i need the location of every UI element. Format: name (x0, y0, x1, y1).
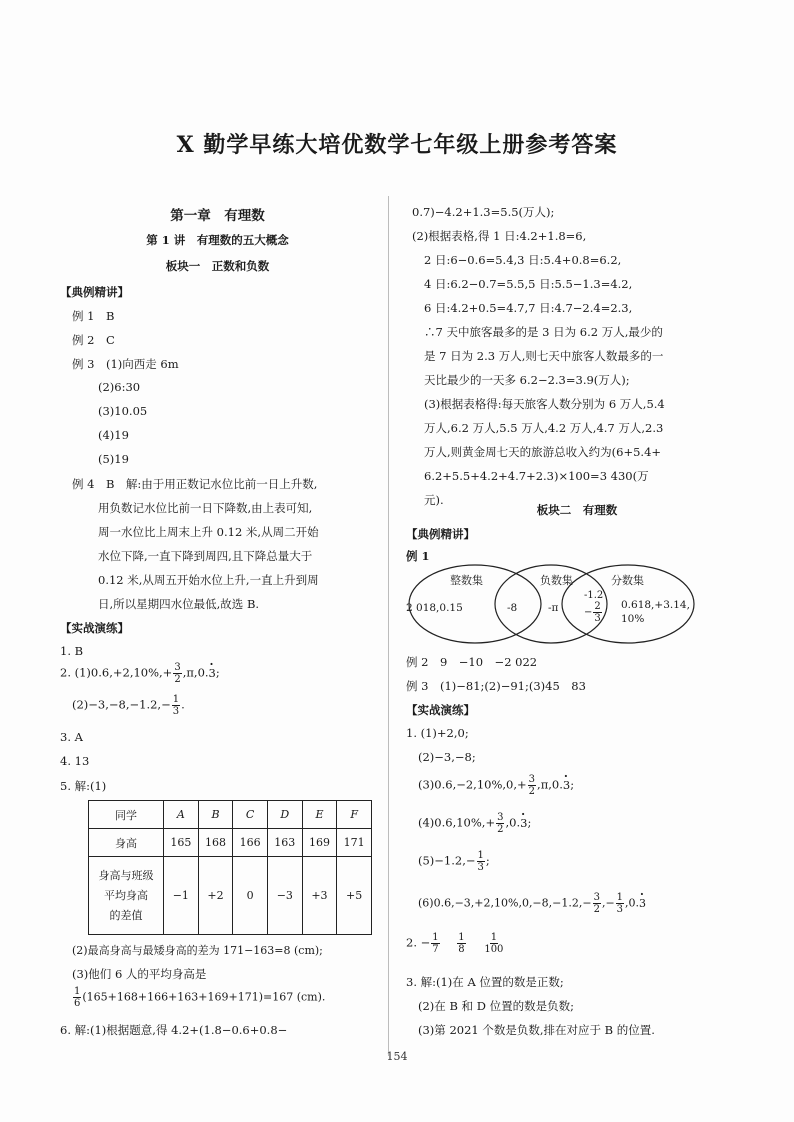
table-cell: 身高与班级 平均身高 的差值 (89, 857, 164, 935)
table-cell: B (198, 801, 233, 829)
venn-value-negative-fractions: -1.2 − $\frac{2}{3}$ (584, 590, 604, 624)
answer-line: 万人,6.2 万人,5.5 万人,4.2 万人,4.7 万人,2.3 (424, 421, 664, 435)
venn-value-negative-integers: -8 (507, 602, 518, 614)
section-label: 【实战演练】 (60, 621, 129, 635)
venn-value-fractions: 0.618,+3.14, 10% (621, 599, 690, 625)
answer-line: 1. (1)+2,0; (406, 726, 469, 740)
answer-line: 2. (1)0.6,+2,10%,+ $\frac{3}{2}$ ,π,0.3 ·; (60, 662, 220, 685)
answer-line: 3. 解:(1)在 A 位置的数是正数; (406, 975, 564, 989)
answer-line: 6.2+5.5+4.2+4.7+2.3)×100=3 430(万 (424, 469, 649, 483)
answer-line: (5)19 (98, 452, 129, 466)
answer-line: (4)0.6,10%,+ $\frac{3}{2}$ ,0.3 ·; (418, 812, 531, 835)
fraction: $\frac{3}{2}$ (174, 662, 181, 685)
answer-line: 水位下降,一直下降到周四,且下降总量大于 (98, 549, 313, 563)
section-label: 【典例精讲】 (406, 527, 475, 541)
column-divider (388, 196, 389, 1056)
table-cell: +3 (302, 857, 337, 935)
venn-label-negatives: 负数集 (540, 574, 573, 587)
table-cell: −3 (267, 857, 302, 935)
answer-line: 1. B (60, 644, 84, 658)
answer-line: 3. A (60, 730, 83, 744)
example-label: 例 1 (406, 549, 430, 563)
table-cell: 163 (267, 829, 302, 857)
answer-line: 4 日:6.2−0.7=5.5,5 日:5.5−1.3=4.2, (424, 277, 633, 291)
answer-line: (3)根据表格得:每天旅客人数分别为 6 万人,5.4 (424, 397, 665, 411)
answer-line: (5)−1.2,− $\frac{1}{3}$ ; (418, 850, 490, 873)
answer-line: 0.7)−4.2+1.3=5.5(万人); (412, 205, 555, 219)
answer-line: 元). (424, 493, 444, 507)
answer-line: 例 3 (1)−81;(2)−91;(3)45 83 (406, 679, 586, 693)
fraction: $\frac{1}{3}$ (172, 694, 180, 717)
answer-line: (2)−3,−8,−1.2,− $\frac{1}{3}$ . (72, 694, 185, 717)
answer-line: (2)最高身高与最矮身高的差为 171−163=8 (cm); (72, 944, 323, 957)
answer-line: 6. 解:(1)根据题意,得 4.2+(1.8−0.6+0.8− (60, 1023, 288, 1037)
section-label: 【实战演练】 (406, 703, 475, 717)
table-cell: C (233, 801, 268, 829)
fraction: $\frac{1}{3}$ (477, 850, 484, 873)
venn-value-negatives: -π (548, 602, 559, 614)
table-cell: +5 (337, 857, 372, 935)
answer-line: (2)6:30 (98, 380, 141, 394)
fraction: $\frac{3}{2}$ (593, 892, 600, 915)
table-cell: 169 (302, 829, 337, 857)
fraction: $\frac{1}{7}$ (432, 932, 439, 955)
table-cell: 0 (233, 857, 268, 935)
answer-line: (2)根据表格,得 1 日:4.2+1.8=6, (412, 229, 587, 243)
answer-line: 例 2 9 −10 −2 022 (406, 655, 538, 669)
answer-line: (2)−3,−8; (418, 750, 476, 764)
answer-line: 0.12 米,从周五开始水位上升,一直上升到周 (98, 573, 319, 587)
answer-line: 2 日:6−0.6=5.4,3 日:5.4+0.8=6.2, (424, 253, 622, 267)
block-heading: 板块一 正数和负数 (165, 259, 270, 273)
answer-line: 5. 解:(1) (60, 779, 107, 793)
fraction: $\frac{1}{8}$ (458, 932, 465, 955)
answer-line: ∴7 天中旅客最多的是 3 日为 6.2 万人,最少的 (424, 325, 663, 339)
table-row (89, 857, 372, 935)
table-cell: A (164, 801, 199, 829)
answer-line: 用负数记水位比前一日下降数,由上表可知, (98, 501, 313, 515)
table-cell: E (302, 801, 337, 829)
answer-line: 是 7 日为 2.3 万人,则七天中旅客人数最多的一 (424, 349, 664, 363)
table-cell: +2 (198, 857, 233, 935)
answer-line: 例 4 B 解:由于用正数记水位比前一日上升数, (72, 477, 318, 491)
table-cell: 同学 (89, 801, 164, 829)
fraction: $\frac{1}{6}$ (74, 986, 81, 1009)
answer-line: 周一水位比上周末上升 0.12 米,从周二开始 (98, 525, 319, 539)
page-number: 154 (386, 1050, 408, 1063)
fraction: $\frac{2}{3}$ (594, 601, 601, 624)
venn-label-integers: 整数集 (450, 574, 483, 587)
venn-value-integers: 2 018,0.15 (406, 602, 463, 614)
answer-line: (3)他们 6 人的平均身高是 (72, 967, 207, 981)
answer-line: 例 1 B (72, 309, 115, 323)
answer-line: 天比最少的一天多 6.2−2.3=3.9(万人); (424, 373, 630, 387)
answer-line: (2)在 B 和 D 位置的数是负数; (418, 999, 574, 1013)
answer-line: (6)0.6,−3,+2,10%,0,−8,−1.2,− $\frac{3}{2}$ ,− $\frac{1}{3}$ ,0.3 · (418, 892, 646, 915)
fraction: $\frac{1}{3}$ (616, 892, 624, 915)
section-label: 【典例精讲】 (60, 285, 129, 299)
answer-line: (3)0.6,−2,10%,0,+ $\frac{3}{2}$ ,π,0.3 ·; (418, 774, 574, 797)
answer-line: 例 3 (1)向西走 6m (72, 357, 179, 371)
answer-line: (3)10.05 (98, 404, 148, 418)
table-cell: 171 (337, 829, 372, 857)
page-title: X 勤学早练大培优数学七年级上册参考答案 (176, 132, 618, 158)
answer-line: 4. 13 (60, 754, 90, 768)
answer-line: (4)19 (98, 428, 129, 442)
fraction: $\frac{1}{100}$ (484, 932, 504, 955)
table-row (89, 829, 372, 857)
table-row (89, 801, 372, 829)
answer-line: 万人,则黄金周七天的旅游总收入约为(6+5.4+ (424, 445, 662, 459)
answer-line: 日,所以星期四水位最低,故选 B. (98, 597, 260, 611)
lecture-heading: 第 1 讲 有理数的五大概念 (146, 233, 289, 247)
table-cell: D (267, 801, 302, 829)
fraction: $\frac{3}{2}$ (528, 774, 536, 797)
venn-label-fractions: 分数集 (611, 574, 644, 587)
table-cell: 168 (198, 829, 233, 857)
table-cell: 身高 (89, 829, 164, 857)
answer-line: 2. − $\frac{1}{7}$ $\frac{1}{8}$ $\frac{1}{100}$ (406, 932, 504, 955)
table-cell: F (337, 801, 372, 829)
answer-line: (3)第 2021 个数是负数,排在对应于 B 的位置. (418, 1023, 655, 1037)
answer-line: 6 日:4.2+0.5=4.7,7 日:4.7−2.4=2.3, (424, 301, 633, 315)
chapter-heading: 第一章 有理数 (170, 208, 265, 224)
table-cell: 165 (164, 829, 199, 857)
table-cell: −1 (164, 857, 199, 935)
height-table (88, 800, 372, 935)
fraction: $\frac{3}{2}$ (497, 812, 504, 835)
answer-line: $\frac{1}{6}$ (165+168+166+163+169+171)=167 (cm). (74, 986, 326, 1009)
table-cell: 166 (233, 829, 268, 857)
block-heading: 板块二 有理数 (536, 503, 618, 517)
answer-line: 例 2 C (72, 333, 115, 347)
